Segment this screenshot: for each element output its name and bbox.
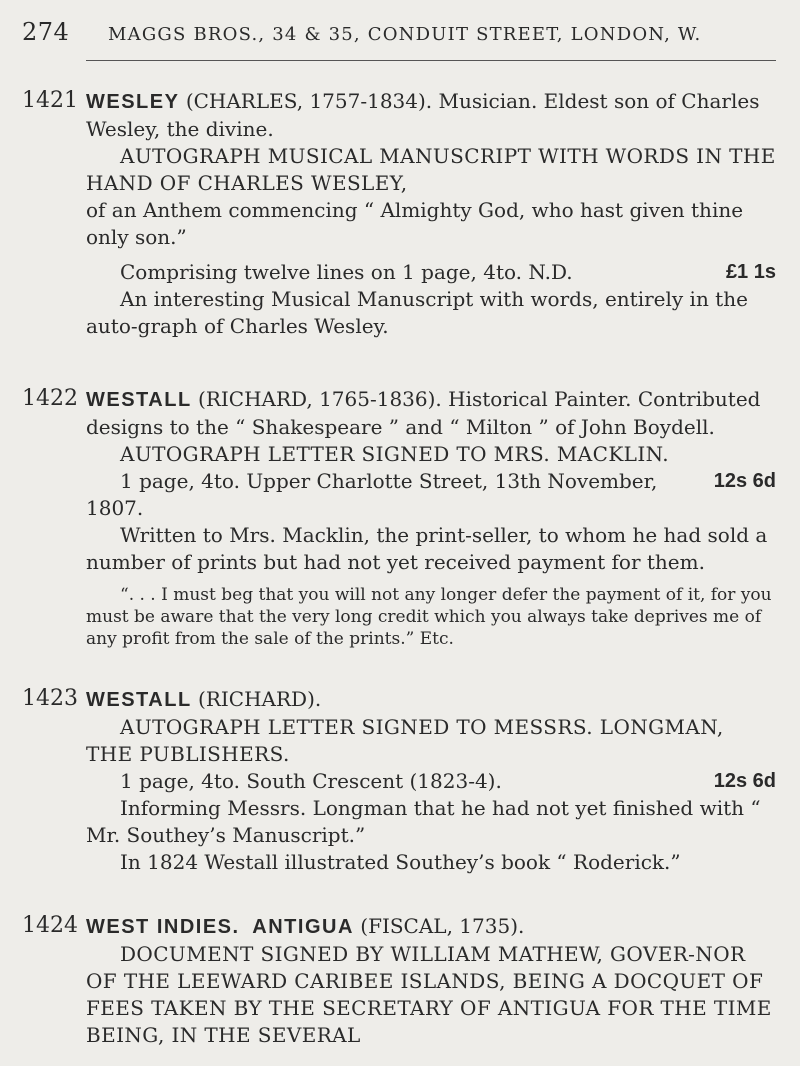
entry-description: of an Anthem commencing “ Almighty God, who hast given thine only son.” (86, 198, 744, 249)
header-rule (86, 60, 776, 61)
entry-number: 1423 (22, 686, 78, 711)
entry-title: AUTOGRAPH LETTER SIGNED TO MRS. MACKLIN. (120, 442, 670, 466)
entry-note: Informing Messrs. Longman that he had not yet finished with “ Mr. Southey’s Manuscript.” (86, 796, 761, 847)
entry-number: 1424 (22, 913, 78, 938)
entry-number: 1422 (22, 386, 78, 411)
entry-title: DOCUMENT SIGNED BY WILLIAM MATHEW, GOVER-NOR OF THE LEEWARD CARIBEE ISLANDS, BEING A DOCQUET OF FEES TAKEN BY THE SECRETARY OF ANTIGUA FOR THE TIME BEING, IN THE SEVERAL (86, 942, 772, 1047)
entry-number: 1421 (22, 88, 78, 113)
entry-price: 12s 6d (713, 770, 776, 792)
entry-body (86, 386, 776, 650)
entry-title: AUTOGRAPH LETTER SIGNED TO MESSRS. LONGMAN, THE PUBLISHERS. (86, 715, 724, 766)
page-header (22, 18, 780, 46)
entry-intro: (FISCAL, 1735). (360, 914, 525, 938)
entry-name: WESTALL (86, 689, 192, 711)
entry-body (86, 686, 776, 876)
entry-intro: (RICHARD). (198, 687, 322, 711)
entry-title: AUTOGRAPH MUSICAL MANUSCRIPT WITH WORDS IN THE HAND OF CHARLES WESLEY, (86, 144, 776, 195)
running-head: MAGGS BROS., 34 & 35, CONDUIT STREET, LONDON, W. (108, 24, 702, 45)
entry-format: Comprising twelve lines on 1 page, 4to. N.D. (120, 260, 573, 284)
entry-name: WEST INDIES. (86, 916, 240, 938)
entry-body (86, 913, 776, 1049)
entry-name: WESLEY (86, 91, 180, 113)
entry-intro: (RICHARD, 1765-1836). Historical Painter. Contributed designs to the “ Shakespeare ” and “ Milton ” of John Boydell. (86, 387, 761, 439)
page-number: 274 (22, 18, 70, 46)
entry-format: 1 page, 4to. Upper Charlotte Street, 13th November, 1807. (86, 469, 658, 520)
entry-format: 1 page, 4to. South Crescent (1823-4). (120, 769, 502, 793)
entry-intro: (CHARLES, 1757-1834). Musician. Eldest son of Charles Wesley, the divine. (86, 89, 760, 141)
entry-note: Written to Mrs. Macklin, the print-seller, to whom he had sold a number of prints but had not yet received payment for them. (86, 523, 768, 574)
entry-quote: “. . . I must beg that you will not any longer defer the payment of it, for you must be aware that the very long credit which you always take deprives me of any profit from the sale of the prints.” Etc. (86, 585, 772, 649)
entry-subname: ANTIGUA (252, 916, 354, 938)
entry-body (86, 88, 776, 340)
entry-note: An interesting Musical Manuscript with words, entirely in the auto-graph of Charles Wesley. (86, 287, 748, 338)
entry-name: WESTALL (86, 389, 192, 411)
entry-price: £1 1s (725, 261, 776, 283)
entry-note-2: In 1824 Westall illustrated Southey’s book “ Roderick.” (120, 850, 681, 874)
entry-price: 12s 6d (713, 470, 776, 492)
